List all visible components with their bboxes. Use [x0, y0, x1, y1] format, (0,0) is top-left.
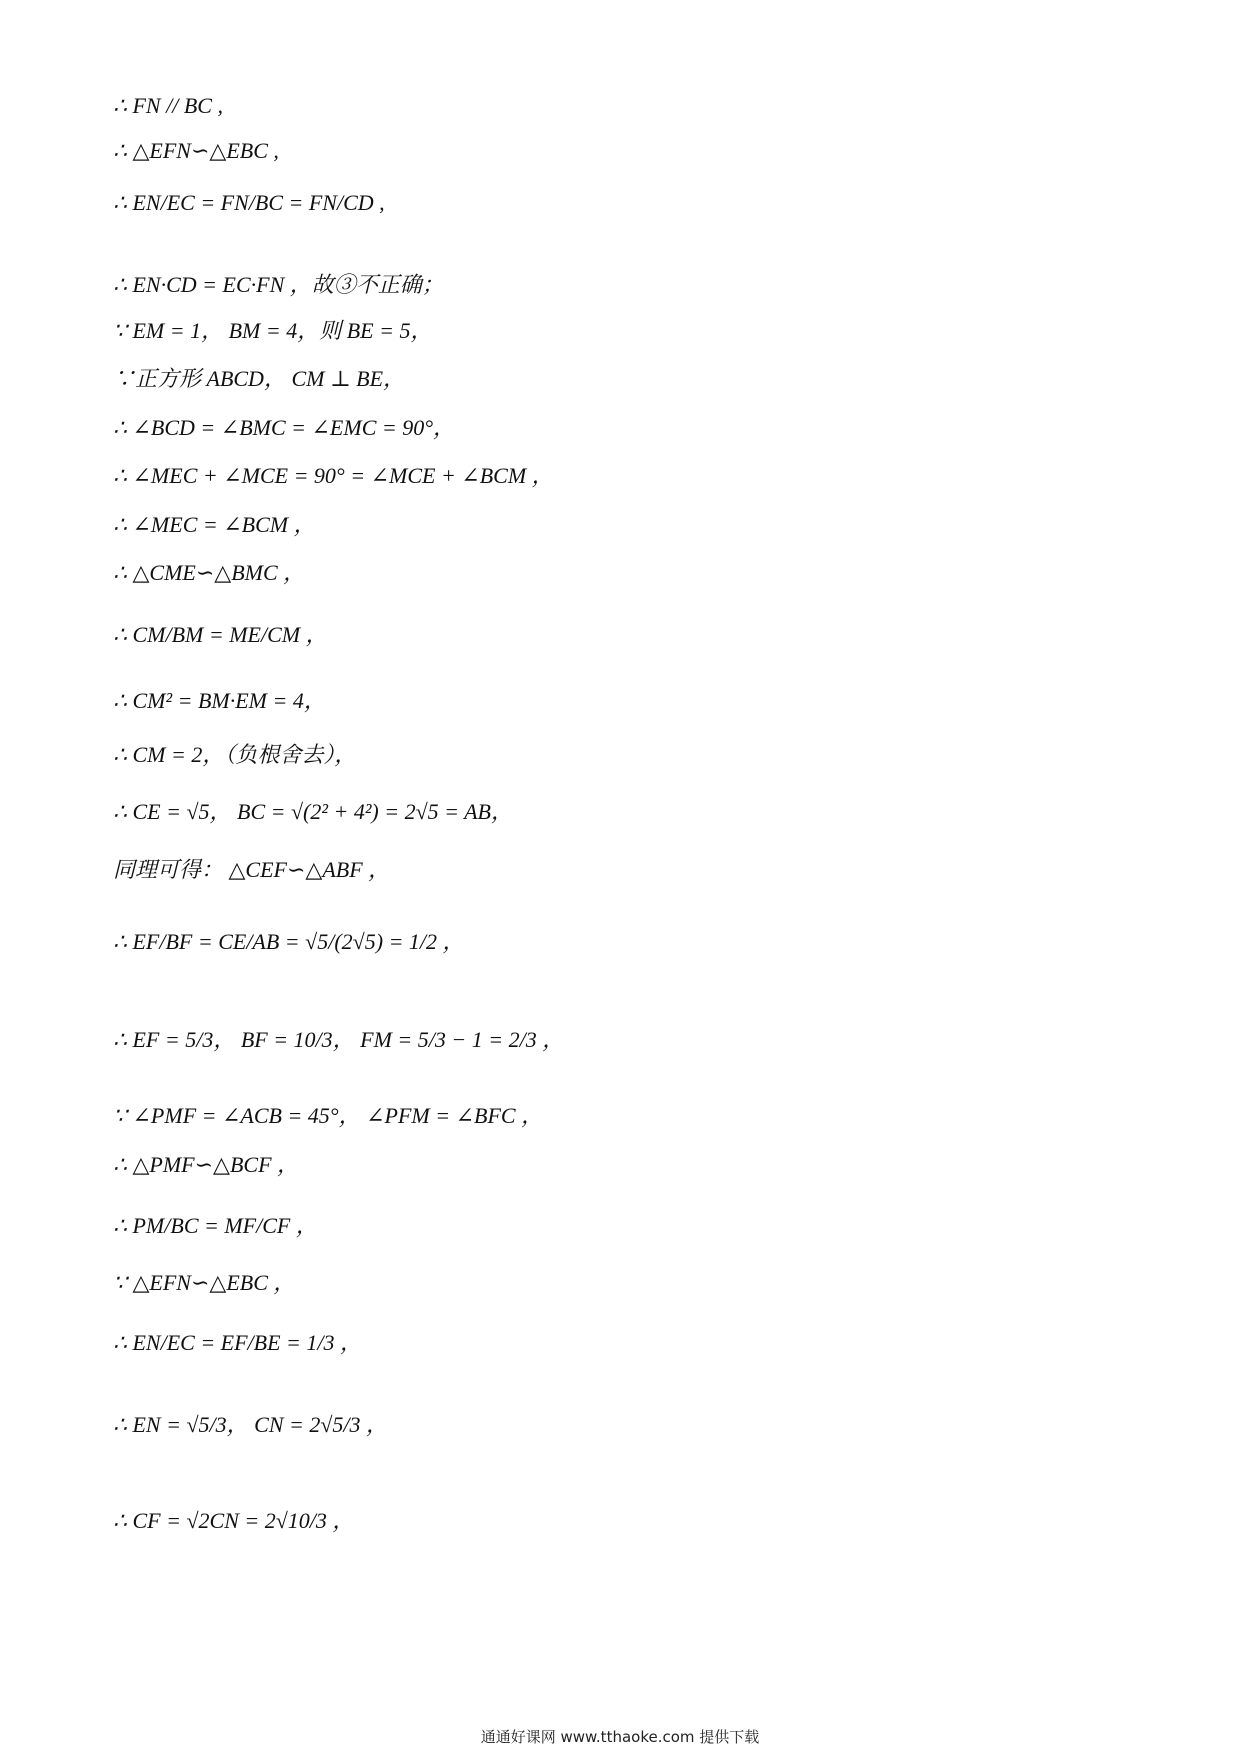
proof-line-4: ∴ EN·CD = EC·FN ，故③不正确； [113, 272, 444, 297]
proof-line-3: ∴ EN/EC = FN/BC = FN/CD , [113, 190, 385, 215]
proof-line-23: ∴ EN = √5/3， CN = 2√5/3 ， [113, 1412, 389, 1437]
proof-line-20: ∴ PM/BC = MF/CF ， [113, 1213, 318, 1238]
proof-line-17: ∴ EF = 5/3， BF = 10/3， FM = 5/3 − 1 = 2/3 ， [113, 1027, 565, 1052]
proof-line-10: ∴ △CME∽△BMC ， [113, 560, 306, 585]
proof-line-22: ∴ EN/EC = EF/BE = 1/3 ， [113, 1330, 363, 1355]
proof-line-14: ∴ CE = √5， BC = √(2² + 4²) = 2√5 = AB， [113, 799, 513, 824]
footer-source: 通通好课网 www.tthaoke.com 提供下载 [480, 1728, 760, 1746]
proof-line-13: ∴ CM = 2，（负根舍去）， [113, 742, 357, 767]
proof-line-5: ∵ EM = 1， BM = 4，则 BE = 5， [113, 318, 433, 343]
proof-line-2: ∴ △EFN∽△EBC , [113, 138, 279, 163]
proof-line-15: 同理可得： △CEF∽△ABF ， [113, 857, 391, 882]
proof-line-16: ∴ EF/BF = CE/AB = √5/(2√5) = 1/2 ， [113, 929, 465, 954]
proof-line-19: ∴ △PMF∽△BCF ， [113, 1152, 300, 1177]
proof-line-18: ∵ ∠PMF = ∠ACB = 45°， ∠PFM = ∠BFC ， [113, 1103, 544, 1128]
proof-line-12: ∴ CM² = BM·EM = 4， [113, 688, 326, 713]
proof-line-6: ∵正方形 ABCD， CM ⊥ BE， [113, 366, 406, 391]
proof-line-24: ∴ CF = √2CN = 2√10/3 ， [113, 1508, 355, 1533]
proof-line-9: ∴ ∠MEC = ∠BCM ， [113, 512, 316, 537]
proof-line-11: ∴ CM/BM = ME/CM ， [113, 622, 328, 647]
proof-line-8: ∴ ∠MEC + ∠MCE = 90° = ∠MCE + ∠BCM ， [113, 463, 554, 488]
proof-line-7: ∴ ∠BCD = ∠BMC = ∠EMC = 90°， [113, 415, 456, 440]
proof-line-1: ∴ FN // BC , [113, 93, 223, 118]
proof-line-21: ∵ △EFN∽△EBC ， [113, 1270, 296, 1295]
